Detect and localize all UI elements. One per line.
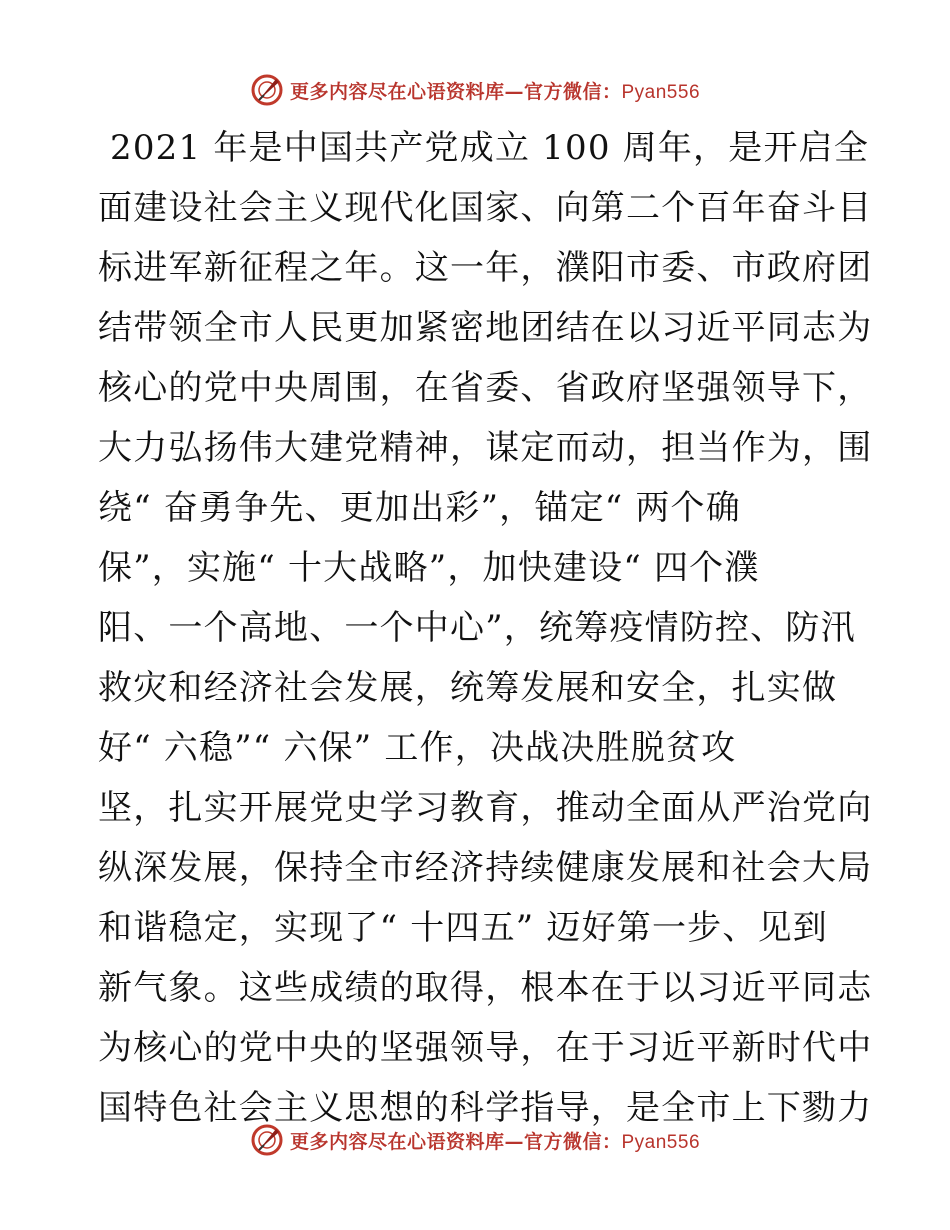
header-watermark	[0, 70, 950, 110]
document-line: 2021 年是中国共产党成立 100 周年，是开启全	[98, 128, 870, 168]
quill-logo-icon	[250, 1123, 284, 1157]
quill-logo-icon	[250, 73, 284, 107]
document-line: 国特色社会主义思想的科学指导，是全市上下勠力	[98, 1088, 873, 1128]
document-line: 救灾和经济社会发展，统筹发展和安全，扎实做	[98, 668, 838, 708]
document-line: 好“ 六稳”“ 六保” 工作，决战决胜脱贫攻	[98, 728, 737, 768]
document-line: 核心的党中央周围，在省委、省政府坚强领导下，	[98, 368, 873, 408]
header-watermark-text	[290, 77, 700, 104]
document-body	[98, 118, 873, 1138]
document-line: 阳、一个高地、一个中心”，统筹疫情防控、防汛	[98, 608, 856, 648]
header-watermark-contact: Pyan556	[621, 81, 701, 103]
footer-watermark	[0, 1120, 950, 1160]
document-line: 结带领全市人民更加紧密地团结在以习近平同志为	[98, 308, 873, 348]
document-line: 大力弘扬伟大建党精神，谋定而动，担当作为，围	[98, 428, 873, 468]
footer-watermark-text	[290, 1127, 700, 1154]
document-line: 为核心的党中央的坚强领导，在于习近平新时代中	[98, 1028, 873, 1068]
document-line: 绕“ 奋勇争先、更加出彩”，锚定“ 两个确	[98, 488, 741, 528]
footer-watermark-inner	[250, 1123, 700, 1157]
header-watermark-inner	[250, 73, 700, 107]
document-line: 标进军新征程之年。这一年，濮阳市委、市政府团	[98, 248, 873, 288]
footer-watermark-label: 更多内容尽在心语资料库—官方微信：	[289, 1130, 622, 1153]
document-line: 纵深发展，保持全市经济持续健康发展和社会大局	[98, 848, 873, 888]
header-watermark-label: 更多内容尽在心语资料库—官方微信：	[289, 80, 622, 103]
document-line: 面建设社会主义现代化国家、向第二个百年奋斗目	[98, 188, 873, 228]
document-line: 和谐稳定，实现了“ 十四五” 迈好第一步、见到	[98, 908, 828, 948]
document-line: 坚，扎实开展党史学习教育，推动全面从严治党向	[98, 788, 873, 828]
document-line: 新气象。这些成绩的取得，根本在于以习近平同志	[98, 968, 873, 1008]
document-line: 保”，实施“ 十大战略”，加快建设“ 四个濮	[98, 548, 760, 588]
footer-watermark-contact: Pyan556	[621, 1131, 701, 1153]
